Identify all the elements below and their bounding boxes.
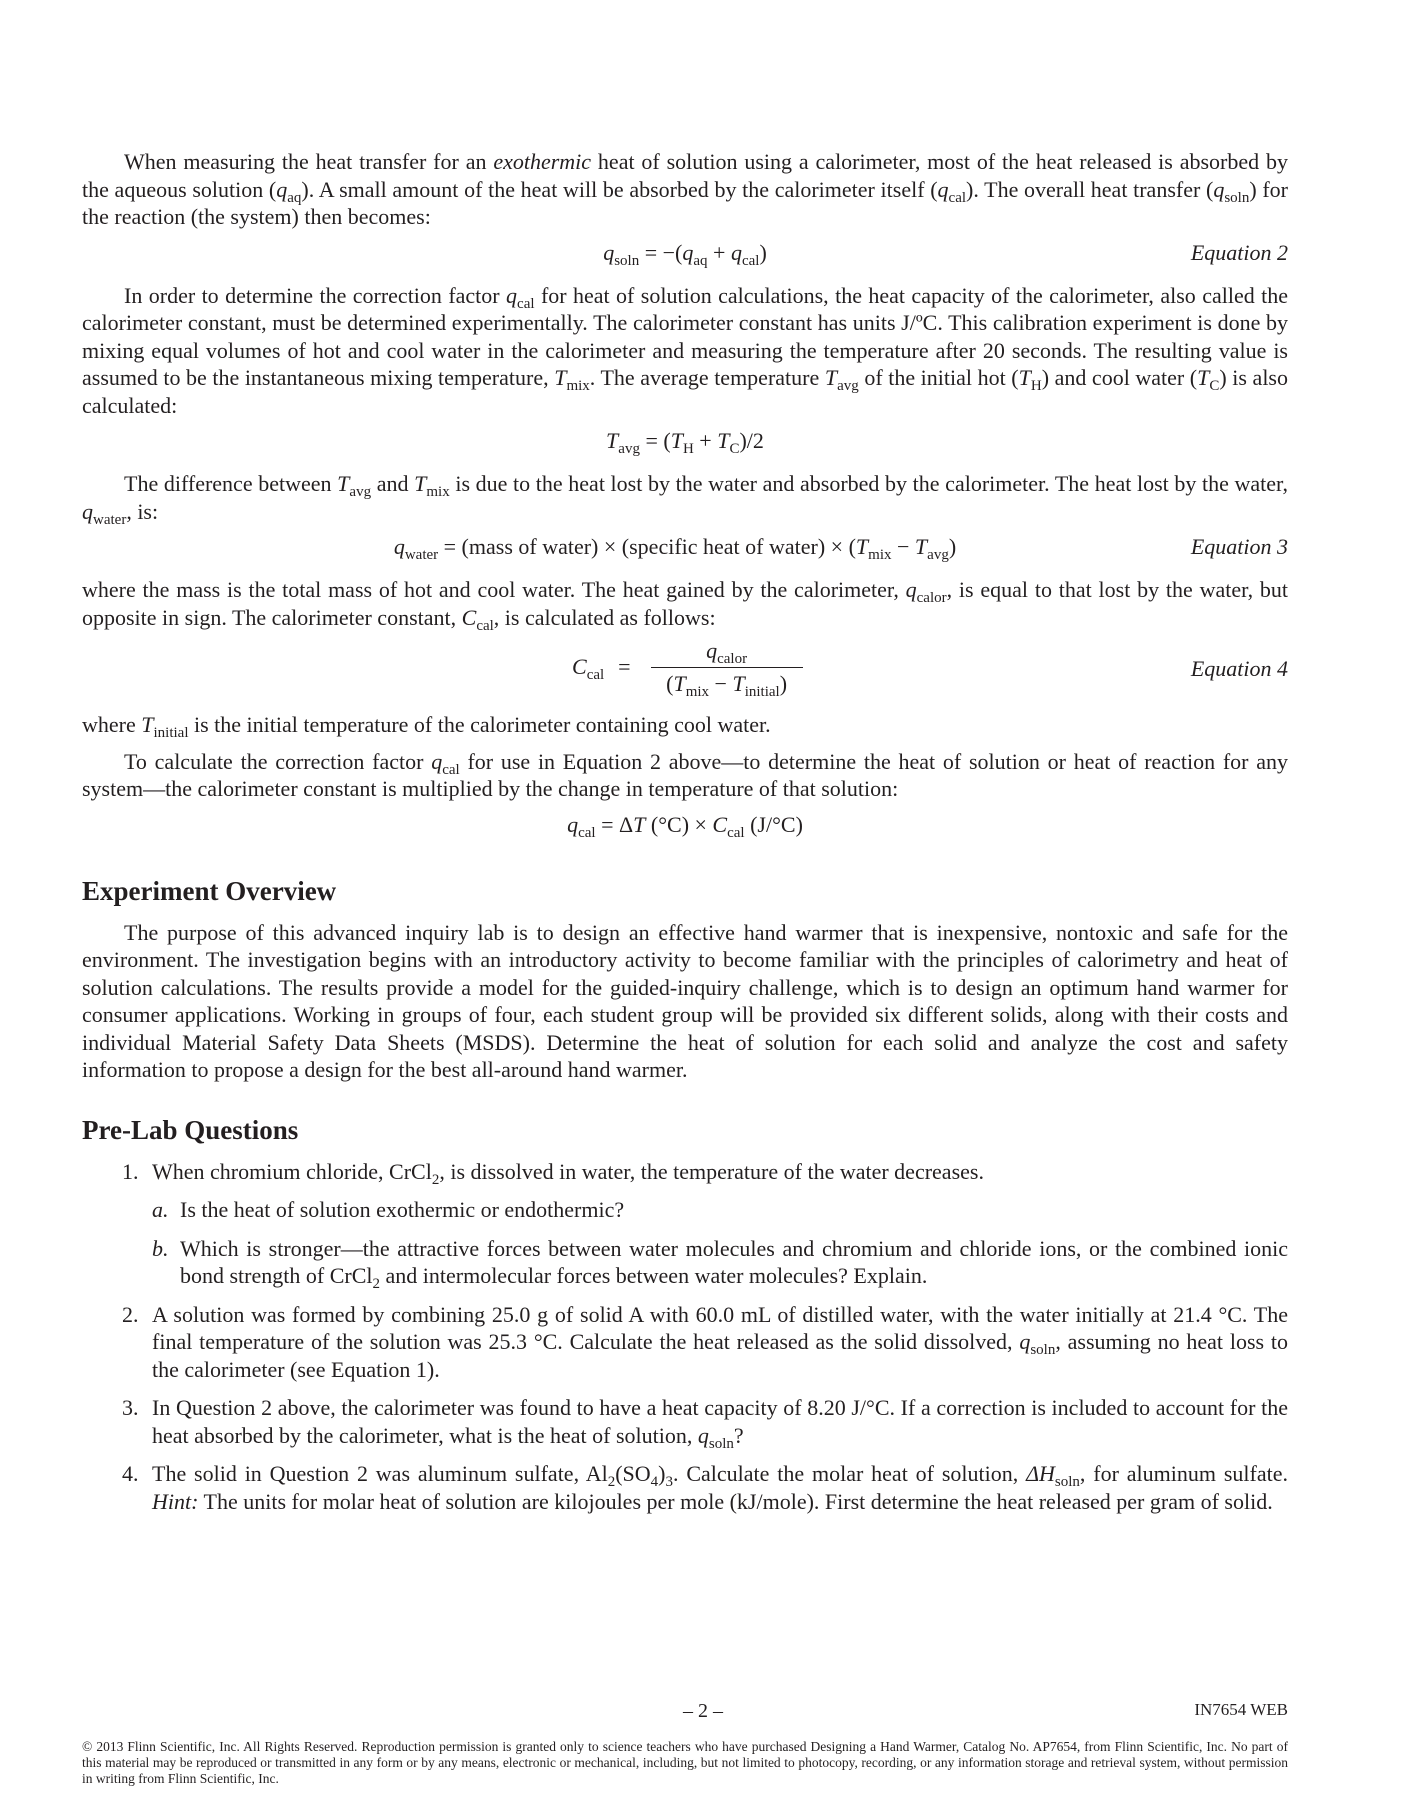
page-number: – 2 – [683,1700,723,1722]
prelab-questions [82,1158,1288,1516]
equation-4-label: Equation 4 [1190,656,1288,681]
page-content [82,148,1288,1515]
correction-paragraph: To calculate the correction factor $q_{cal}$ for use in Equation 2 above—to determine the heat of solution or heat of reaction for any system—the calorimeter constant is multiplied by the change in temperature of that solution: [82,748,1288,801]
experiment-overview-body: The purpose of this advanced inquiry lab is to design an effective hand warmer that is inexpensive, nontoxic and safe for the environment. The investigation begins with an introductory activity to become familiar with the principles of calorimetry and heat of solution calculations. The results provide a model for the guided-inquiry challenge, which is to design an optimum hand warmer for consumer applications. Working in groups of four, each student group will be provided six different solids, along with their costs and individual Material Safety Data Sheets (MSDS). Determine the heat of solution for each solid and analyze the cost and safety information to propose a design for the best all-around hand warmer. [82,919,1288,1082]
document-code: IN7654 WEB [1194,1700,1288,1719]
equation-4: $C_{cal}$ = $\frac{q_{calor}}{(T_{mix} - T_{initial})}$ Equation 4 [572,638,1288,700]
equation-4-fraction: $\frac{q_{calor}}{(T_{mix} - T_{initial})}$ [651,637,803,697]
question-4: 4. The solid in Question 2 was aluminum sulfate, $Al_2(SO_4)_3$. Calculate the molar heat of solution, $\Delta H_{soln}$, for aluminum sulfate. Hint: The units for molar heat of solution are kilojoules per mole (kJ/mole). First determine the heat released per gram of solid. [122,1461,1288,1514]
copyright-notice: © 2013 Flinn Scientific, Inc. All Rights Reserved. Reproduction permission is granted only to science teachers who have purchased Designing a Hand Warmer, Catalog No. AP7654, from Flinn Scientific, Inc. No part of this material may be reproduced or transmitted in any form or by any means, electronic or mechanical, including, but not limited to photocopy, recording, or any information storage and retrieval system, without permission in writing from Flinn Scientific, Inc. [82,1739,1288,1786]
question-1b: b. Which is stronger—the attractive forces between water molecules and chromium and chloride ions, or the combined ionic bond strength of CrCl$_2$ and intermolecular forces between water molecules? Explain. [152,1235,1288,1292]
intro-paragraph: When measuring the heat transfer for an exothermic heat of solution using a calorimeter, most of the heat released is absorbed by the aqueous solution $(q_{aq})$. A small amount of the heat will be absorbed by the calorimeter itself $(q_{cal})$. The overall heat transfer $(q_{soln})$ for the reaction (the system) then becomes: [82,149,1288,229]
question-1a: a. Is the heat of solution exothermic or endothermic? [152,1197,625,1222]
mass-paragraph: where the mass is the total mass of hot and cool water. The heat gained by the calorimeter, $q_{calor}$, is equal to that lost by the water, but opposite in sign. The calorimeter constant, $C_{cal}$, is calculated as follows: [82,577,1288,634]
prelab-heading: Pre-Lab Questions [82,1114,299,1145]
question-1: 1. When chromium chloride, CrCl$_2$, is dissolved in water, the temperature of the water decreases. [122,1158,984,1188]
equation-2: $q_{soln} = -(q_{aq} + q_{cal})$ Equation 2 [603,239,1288,269]
experiment-overview-heading: Experiment Overview [82,875,337,906]
question-3: 3. In Question 2 above, the calorimeter was found to have a heat capacity of 8.20 J/°C. If a correction is included to account for the heat absorbed by the calorimeter, what is the heat of solution, $q_{soln}$? [122,1395,1288,1452]
initial-temp-paragraph: where $T_{initial}$ is the initial temperature of the calorimeter containing cool water. [82,712,771,741]
difference-paragraph: The difference between $T_{avg}$ and $T_{mix}$ is due to the heat lost by the water and absorbed by the calorimeter. The heat lost by the water, $q_{water}$, is: [82,471,1289,528]
equation-3-label: Equation 3 [1190,534,1288,559]
question-2: 2. A solution was formed by combining 25.0 g of solid A with 60.0 mL of distilled water, with the water initially at 21.4 °C. The final temperature of the solution was 25.3 °C. Calculate the heat released as the solid dissolved, $q_{soln}$, assuming no heat loss to the calorimeter (see Equation 1). [122,1301,1288,1382]
equation-qcal: $q_{cal} = \Delta T$ $(^\circ C) \times C_{cal}$ (J/°C) [567,811,803,841]
equation-tavg: $T_{avg} = (T_H + T_C)/2$ [606,428,764,457]
calibration-paragraph: In order to determine the correction factor $q_{cal}$ for heat of solution calculations, the heat capacity of the calorimeter, also called the calorimeter constant, must be determined experimentally. The calorimeter constant has units J/ºC. This calibration experiment is done by mixing equal volumes of hot and cool water in the calorimeter and measuring the temperature after 20 seconds. The resulting value is assumed to be the instantaneous mixing temperature, $T_{mix}$. The average temperature $T_{avg}$ of the initial hot $(T_H)$ and cool water $(T_C)$ is also calculated: [82,282,1288,418]
equation-2-label: Equation 2 [1190,239,1288,265]
equation-3: $q_{water}$ = (mass of water) × (specific heat of water) × $(T_{mix} - T_{avg})$ Equation 3 [393,534,1288,563]
